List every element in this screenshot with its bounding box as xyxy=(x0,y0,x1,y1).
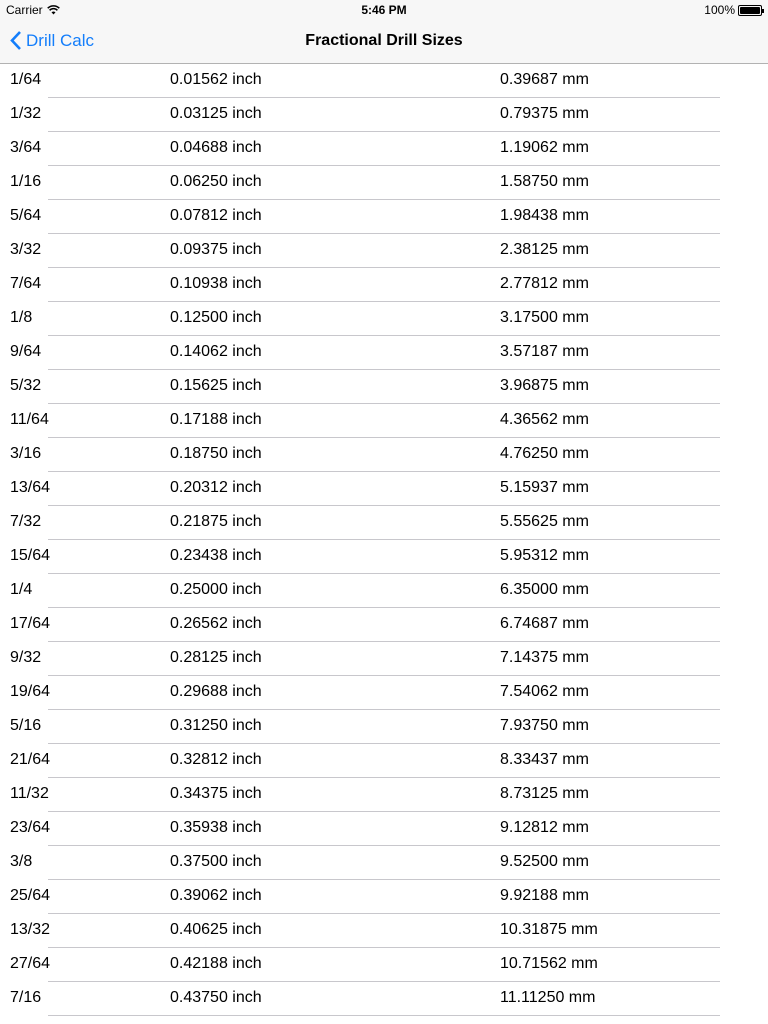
inch-cell: 0.03125 inch xyxy=(170,105,262,122)
fraction-cell: 11/64 xyxy=(10,411,49,428)
table-row[interactable] xyxy=(0,200,768,234)
table-row[interactable] xyxy=(0,336,768,370)
inch-cell: 0.15625 inch xyxy=(170,377,262,394)
mm-cell: 0.39687 mm xyxy=(500,71,589,88)
inch-cell: 0.28125 inch xyxy=(170,649,262,666)
table-row[interactable] xyxy=(0,132,768,166)
inch-cell: 0.29688 inch xyxy=(170,683,262,700)
mm-cell: 6.35000 mm xyxy=(500,581,589,598)
mm-cell: 9.52500 mm xyxy=(500,853,589,870)
mm-cell: 9.12812 mm xyxy=(500,819,589,836)
inch-cell: 0.25000 inch xyxy=(170,581,262,598)
fraction-cell: 3/16 xyxy=(10,445,42,462)
mm-cell: 3.96875 mm xyxy=(500,377,589,394)
inch-cell: 0.04688 inch xyxy=(170,139,262,156)
mm-cell: 1.98438 mm xyxy=(500,207,589,224)
inch-cell: 0.32812 inch xyxy=(170,751,262,768)
mm-cell: 4.36562 mm xyxy=(500,411,589,428)
fraction-cell: 9/64 xyxy=(10,343,42,360)
fraction-cell: 1/4 xyxy=(10,581,33,598)
fraction-cell: 5/16 xyxy=(10,717,42,734)
inch-cell: 0.07812 inch xyxy=(170,207,262,224)
mm-cell: 10.71562 mm xyxy=(500,955,598,972)
table-row[interactable] xyxy=(0,982,768,1016)
mm-cell: 2.77812 mm xyxy=(500,275,589,292)
fraction-cell: 9/32 xyxy=(10,649,42,666)
mm-cell: 7.93750 mm xyxy=(500,717,589,734)
mm-cell: 2.38125 mm xyxy=(500,241,589,258)
inch-cell: 0.34375 inch xyxy=(170,785,262,802)
top-bar xyxy=(0,0,768,64)
inch-cell: 0.35938 inch xyxy=(170,819,262,836)
table-row[interactable] xyxy=(0,676,768,710)
clock: 5:46 PM xyxy=(361,3,407,17)
battery-percent: 100% xyxy=(704,3,735,17)
table-row[interactable] xyxy=(0,812,768,846)
table-row[interactable] xyxy=(0,914,768,948)
fraction-cell: 1/32 xyxy=(10,105,42,122)
fraction-cell: 1/8 xyxy=(10,309,33,326)
table-row[interactable] xyxy=(0,234,768,268)
mm-cell: 8.73125 mm xyxy=(500,785,589,802)
fraction-cell: 5/32 xyxy=(10,377,42,394)
table-row[interactable] xyxy=(0,574,768,608)
inch-cell: 0.01562 inch xyxy=(170,71,262,88)
inch-cell: 0.18750 inch xyxy=(170,445,262,462)
mm-cell: 3.17500 mm xyxy=(500,309,589,326)
table-row[interactable] xyxy=(0,540,768,574)
table-row[interactable] xyxy=(0,778,768,812)
table-row[interactable] xyxy=(0,166,768,200)
inch-cell: 0.23438 inch xyxy=(170,547,262,564)
fraction-cell: 5/64 xyxy=(10,207,42,224)
mm-cell: 5.15937 mm xyxy=(500,479,589,496)
back-label: Drill Calc xyxy=(26,30,94,50)
table-row[interactable] xyxy=(0,608,768,642)
fraction-cell: 7/16 xyxy=(10,989,42,1006)
carrier-label: Carrier xyxy=(6,3,43,17)
mm-cell: 4.76250 mm xyxy=(500,445,589,462)
table-row[interactable] xyxy=(0,846,768,880)
inch-cell: 0.14062 inch xyxy=(170,343,262,360)
page-title: Fractional Drill Sizes xyxy=(305,32,463,49)
inch-cell: 0.06250 inch xyxy=(170,173,262,190)
fraction-cell: 3/32 xyxy=(10,241,42,258)
mm-cell: 3.57187 mm xyxy=(500,343,589,360)
battery xyxy=(704,3,762,17)
inch-cell: 0.42188 inch xyxy=(170,955,262,972)
mm-cell: 5.95312 mm xyxy=(500,547,589,564)
fraction-cell: 25/64 xyxy=(10,887,51,904)
fraction-cell: 13/64 xyxy=(10,479,51,496)
mm-cell: 1.58750 mm xyxy=(500,173,589,190)
inch-cell: 0.39062 inch xyxy=(170,887,262,904)
fraction-cell: 19/64 xyxy=(10,683,51,700)
fraction-cell: 11/32 xyxy=(10,785,49,802)
table-row[interactable] xyxy=(0,268,768,302)
table-row[interactable] xyxy=(0,880,768,914)
inch-cell: 0.09375 inch xyxy=(170,241,262,258)
table-row[interactable] xyxy=(0,98,768,132)
mm-cell: 11.11250 mm xyxy=(500,989,596,1006)
fraction-cell: 3/8 xyxy=(10,853,33,870)
table-row[interactable] xyxy=(0,642,768,676)
table-row[interactable] xyxy=(0,302,768,336)
fraction-cell: 27/64 xyxy=(10,955,51,972)
mm-cell: 0.79375 mm xyxy=(500,105,589,122)
table-row[interactable] xyxy=(0,64,768,98)
fraction-cell: 1/16 xyxy=(10,173,42,190)
mm-cell: 8.33437 mm xyxy=(500,751,589,768)
fraction-cell: 13/32 xyxy=(10,921,51,938)
fraction-cell: 17/64 xyxy=(10,615,51,632)
fraction-cell: 23/64 xyxy=(10,819,51,836)
mm-cell: 5.55625 mm xyxy=(500,513,589,530)
table-row[interactable] xyxy=(0,744,768,778)
inch-cell: 0.31250 inch xyxy=(170,717,262,734)
mm-cell: 7.54062 mm xyxy=(500,683,589,700)
inch-cell: 0.21875 inch xyxy=(170,513,262,530)
table-row[interactable] xyxy=(0,472,768,506)
inch-cell: 0.12500 inch xyxy=(170,309,262,326)
mm-cell: 6.74687 mm xyxy=(500,615,589,632)
table-row[interactable] xyxy=(0,404,768,438)
mm-cell: 10.31875 mm xyxy=(500,921,598,938)
mm-cell: 9.92188 mm xyxy=(500,887,589,904)
mm-cell: 7.14375 mm xyxy=(500,649,589,666)
battery-icon xyxy=(738,5,762,16)
table-row[interactable] xyxy=(0,948,768,982)
fraction-cell: 21/64 xyxy=(10,751,51,768)
fraction-cell: 3/64 xyxy=(10,139,42,156)
status-bar xyxy=(0,0,768,20)
inch-cell: 0.43750 inch xyxy=(170,989,262,1006)
table-row[interactable] xyxy=(0,438,768,472)
inch-cell: 0.17188 inch xyxy=(170,411,262,428)
fraction-cell: 1/64 xyxy=(10,71,42,88)
fraction-cell: 15/64 xyxy=(10,547,51,564)
inch-cell: 0.37500 inch xyxy=(170,853,262,870)
fraction-cell: 7/32 xyxy=(10,513,42,530)
table-row[interactable] xyxy=(0,370,768,404)
mm-cell: 1.19062 mm xyxy=(500,139,589,156)
navigation-bar xyxy=(0,20,768,64)
drill-size-table[interactable] xyxy=(0,64,768,1016)
inch-cell: 0.10938 inch xyxy=(170,275,262,292)
fraction-cell: 7/64 xyxy=(10,275,42,292)
inch-cell: 0.26562 inch xyxy=(170,615,262,632)
table-row[interactable] xyxy=(0,710,768,744)
inch-cell: 0.40625 inch xyxy=(170,921,262,938)
table-row[interactable] xyxy=(0,506,768,540)
inch-cell: 0.20312 inch xyxy=(170,479,262,496)
